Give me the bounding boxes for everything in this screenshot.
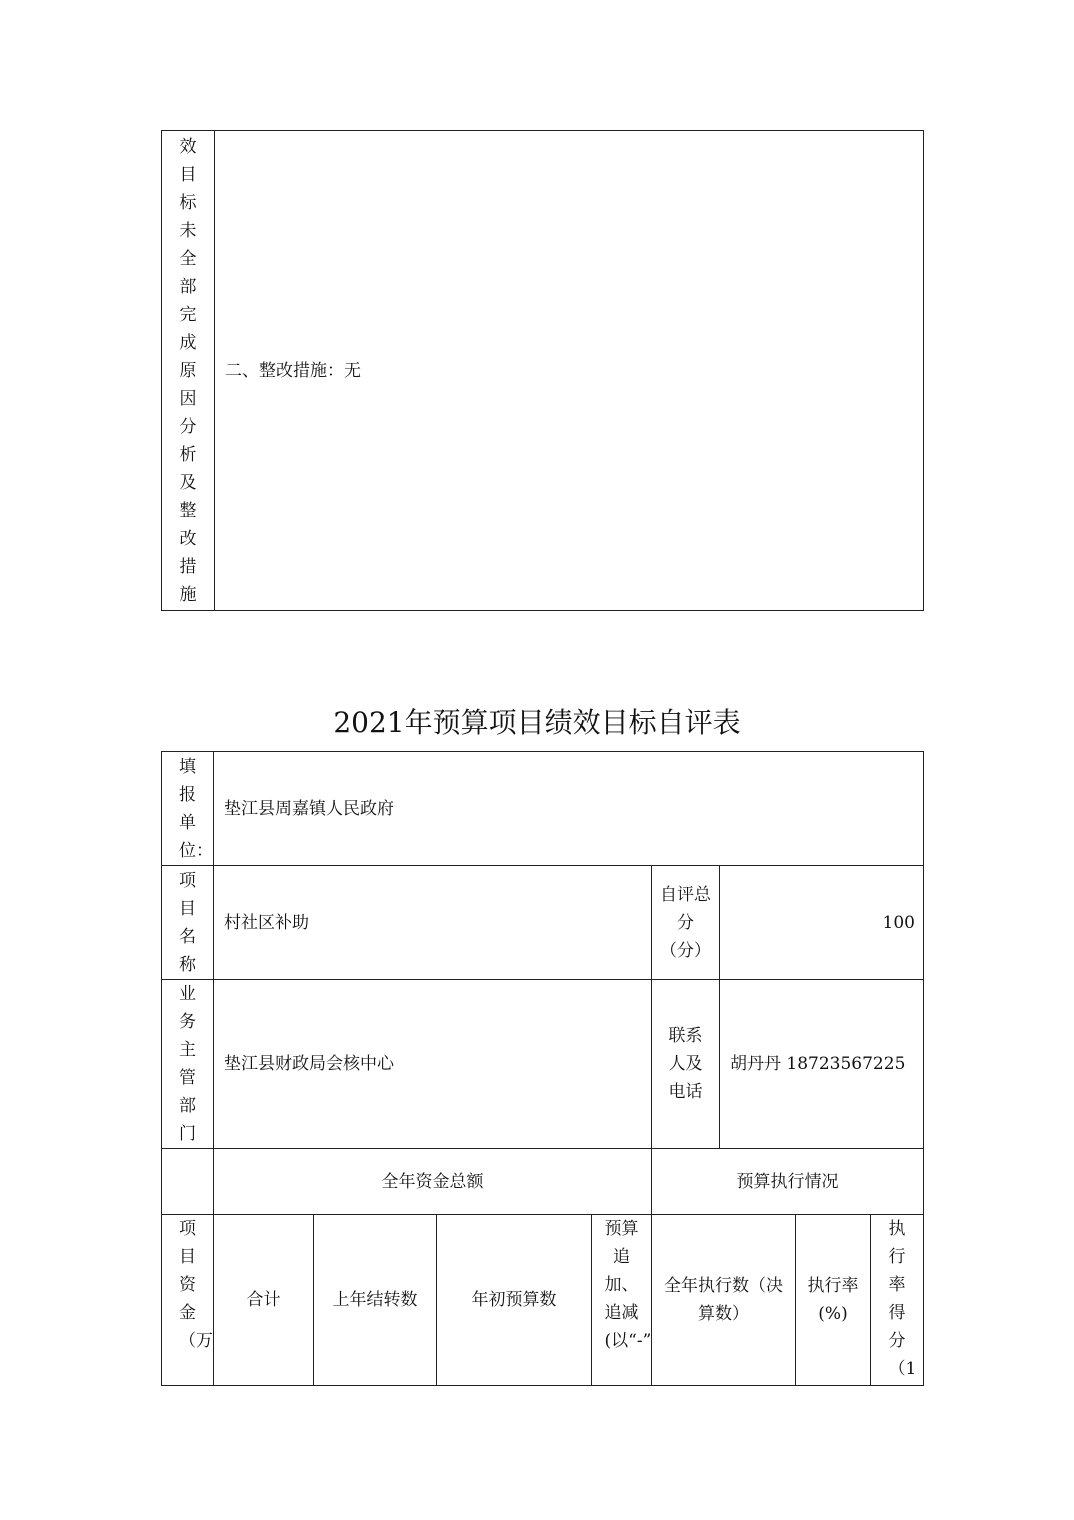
contact-value: 胡丹丹 18723567225 — [720, 980, 924, 1149]
empty-cell — [162, 1149, 214, 1215]
score-label: 自评总分（分） — [652, 866, 720, 980]
page-title: 2021年预算项目绩效目标自评表 — [333, 706, 741, 739]
total-funds-header: 全年资金总额 — [214, 1149, 652, 1215]
project-name-value: 村社区补助 — [214, 866, 652, 980]
col-initial-budget: 年初预算数 — [437, 1215, 592, 1386]
contact-label: 联系人及电话 — [652, 980, 720, 1149]
analysis-table — [161, 130, 924, 611]
analysis-row-label: 效目标未全部完成原因分析及整改措施 — [162, 131, 215, 611]
col-exec-rate: 执行率(%) — [796, 1215, 871, 1386]
budget-execution-header: 预算执行情况 — [652, 1149, 924, 1215]
unit-value: 垫江县周嘉镇人民政府 — [214, 752, 924, 866]
project-name-label: 项目名称 — [162, 866, 214, 980]
col-executed: 全年执行数（决算数） — [652, 1215, 796, 1386]
rectification-measures: 二、整改措施：无 — [215, 131, 924, 611]
score-value: 100 — [720, 866, 924, 980]
dept-label: 业务主管部门 — [162, 980, 214, 1149]
col-total: 合计 — [214, 1215, 314, 1386]
self-evaluation-table — [161, 751, 924, 1386]
project-funds-label: 项目资金（万 — [162, 1215, 214, 1386]
col-carryover: 上年结转数 — [314, 1215, 437, 1386]
dept-value: 垫江县财政局会核中心 — [214, 980, 652, 1149]
col-exec-rate-score: 执行率得分（1 — [871, 1215, 924, 1386]
unit-label: 填报单位： — [162, 752, 214, 866]
col-budget-adjust: 预算追加、追减(以“-” — [592, 1215, 652, 1386]
